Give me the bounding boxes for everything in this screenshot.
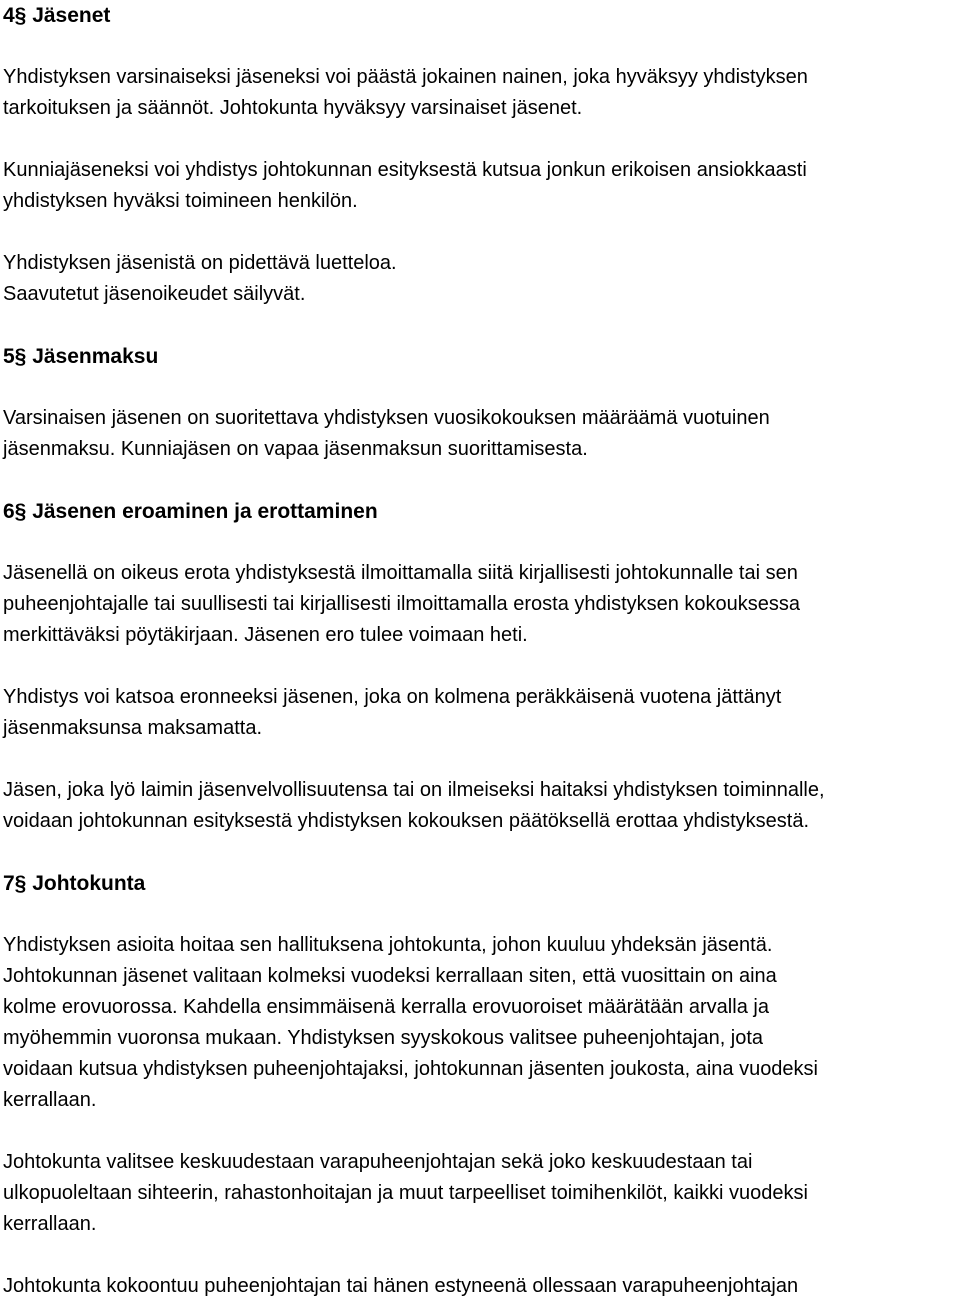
text-line: Johtokunnan jäsenet valitaan kolmeksi vuodeksi kerrallaan siten, että vuosittain on aina <box>3 965 777 987</box>
text-line: yhdistyksen hyväksi toimineen henkilön. <box>3 190 358 212</box>
text-line: Yhdistyksen jäsenistä on pidettävä luetteloa. <box>3 252 397 274</box>
text-line: kerrallaan. <box>3 1089 97 1111</box>
paragraph <box>3 403 957 465</box>
text-line: myöhemmin vuoronsa mukaan. Yhdistyksen syyskokous valitsee puheenjohtajan, jota <box>3 1027 764 1049</box>
section-heading: 7§ Johtokunta <box>3 872 146 895</box>
text-line: Johtokunta valitsee keskuudestaan varapuheenjohtajan sekä joko keskuudestaan tai <box>3 1151 753 1173</box>
text-line: Saavutetut jäsenoikeudet säilyvät. <box>3 283 306 305</box>
paragraph <box>3 1147 957 1240</box>
section-7-board <box>3 868 957 1302</box>
text-line: Jäsenellä on oikeus erota yhdistyksestä ilmoittamalla siitä kirjallisesti johtokunnalle tai sen <box>3 562 798 584</box>
paragraph <box>3 1271 957 1302</box>
text-line: jäsenmaksu. Kunniajäsen on vapaa jäsenmaksun suorittamisesta. <box>3 438 588 460</box>
document-page <box>3 0 957 1302</box>
text-line: Jäsen, joka lyö laimin jäsenvelvollisuutensa tai on ilmeiseksi haitaksi yhdistyksen toiminnalle, <box>3 779 825 801</box>
section-4-members <box>3 0 957 341</box>
paragraph <box>3 930 957 1116</box>
text-line: Varsinaisen jäsenen on suoritettava yhdistyksen vuosikokouksen määräämä vuotuinen <box>3 407 770 429</box>
text-line: Yhdistyksen asioita hoitaa sen hallituksena johtokunta, johon kuuluu yhdeksän jäsentä. <box>3 934 773 956</box>
paragraph <box>3 775 957 837</box>
text-line: Kunniajäseneksi voi yhdistys johtokunnan esityksestä kutsua jonkun erikoisen ansiokkaasti <box>3 159 807 181</box>
section-6-resignation-expulsion <box>3 496 957 868</box>
section-5-membership-fee <box>3 341 957 496</box>
text-line: Yhdistys voi katsoa eronneeksi jäsenen, joka on kolmena peräkkäisenä vuotena jättänyt <box>3 686 782 708</box>
text-line: kolme erovuorossa. Kahdella ensimmäisenä kerralla erovuoroiset määrätään arvalla ja <box>3 996 769 1018</box>
text-line: kerrallaan. <box>3 1213 97 1235</box>
text-line: merkittäväksi pöytäkirjaan. Jäsenen ero tulee voimaan heti. <box>3 624 528 646</box>
text-line: Johtokunta kokoontuu puheenjohtajan tai hänen estyneenä ollessaan varapuheenjohtajan <box>3 1275 799 1297</box>
section-heading: 4§ Jäsenet <box>3 4 111 27</box>
paragraph <box>3 62 957 124</box>
paragraph <box>3 248 957 310</box>
paragraph <box>3 558 957 651</box>
text-line: puheenjohtajalle tai suullisesti tai kirjallisesti ilmoittamalla erosta yhdistyksen kokouksessa <box>3 593 801 615</box>
paragraph <box>3 155 957 217</box>
section-heading: 5§ Jäsenmaksu <box>3 345 159 368</box>
text-line: jäsenmaksunsa maksamatta. <box>3 717 263 739</box>
text-line: tarkoituksen ja säännöt. Johtokunta hyväksyy varsinaiset jäsenet. <box>3 97 583 119</box>
text-line: ulkopuoleltaan sihteerin, rahastonhoitajan ja muut tarpeelliset toimihenkilöt, kaikki vuodeksi <box>3 1182 808 1204</box>
paragraph <box>3 682 957 744</box>
text-line: voidaan kutsua yhdistyksen puheenjohtajaksi, johtokunnan jäsenten joukosta, aina vuodeksi <box>3 1058 818 1080</box>
text-line: voidaan johtokunnan esityksestä yhdistyksen kokouksen päätöksellä erottaa yhdistyksestä. <box>3 810 810 832</box>
section-heading: 6§ Jäsenen eroaminen ja erottaminen <box>3 500 378 523</box>
text-line: Yhdistyksen varsinaiseksi jäseneksi voi päästä jokainen nainen, joka hyväksyy yhdistyksen <box>3 66 808 88</box>
